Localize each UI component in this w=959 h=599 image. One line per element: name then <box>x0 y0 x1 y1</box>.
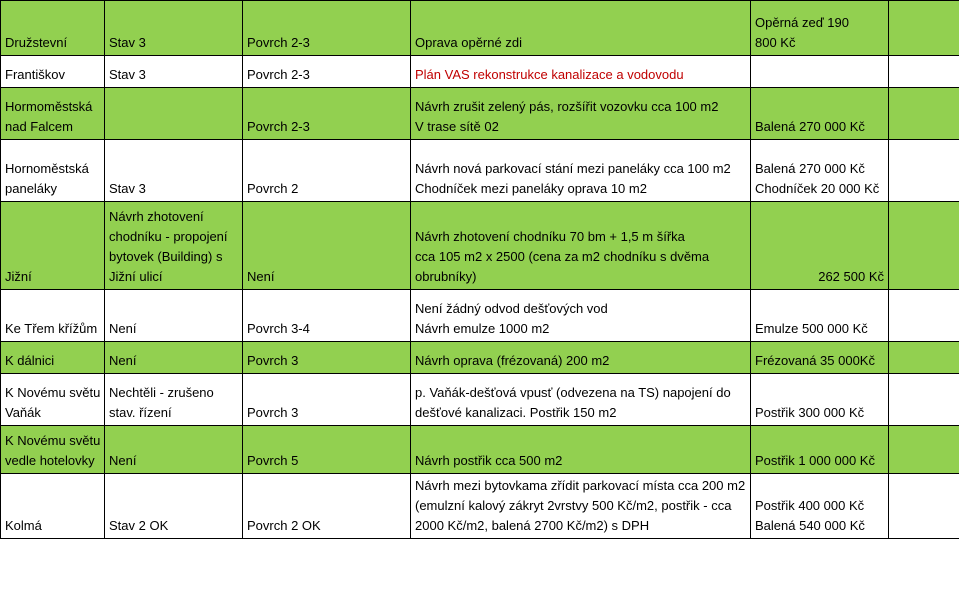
cost-cell[interactable] <box>751 474 889 539</box>
cell-text-line: Frézovaná 35 000Kč <box>755 353 875 368</box>
cell-text-line: Jižní ulicí <box>109 269 163 284</box>
street-cell[interactable] <box>1 342 105 374</box>
extra-cell[interactable] <box>889 202 959 290</box>
street-cell[interactable] <box>1 1 105 56</box>
street-cell[interactable] <box>1 474 105 539</box>
table-row <box>1 474 959 539</box>
proposal-cell[interactable] <box>411 88 751 140</box>
cell-text-line: Postřik 300 000 Kč <box>755 405 865 420</box>
surface-cell[interactable] <box>243 342 411 374</box>
cost-cell[interactable] <box>751 88 889 140</box>
status-cell[interactable] <box>105 290 243 342</box>
surface-cell[interactable] <box>243 426 411 474</box>
status-cell[interactable] <box>105 342 243 374</box>
street-cell[interactable] <box>1 88 105 140</box>
cell-text-line: Balená 540 000 Kč <box>755 518 865 533</box>
cell-text-line: chodníku - propojení <box>109 229 228 244</box>
cell-text-line: Návrh zrušit zelený pás, rozšířit vozovku cca 100 m2 <box>415 99 719 114</box>
cell-text-line: Stav 2 OK <box>109 518 169 533</box>
cell-text-line: Povrch 2 <box>247 181 299 196</box>
cell-text-line: Návrh postřik cca 500 m2 <box>415 453 563 468</box>
cell-text-line: Povrch 2-3 <box>247 67 310 82</box>
table-row <box>1 202 959 290</box>
surface-cell[interactable] <box>243 374 411 426</box>
cell-text-line: paneláky <box>5 181 58 196</box>
cell-text-line: Není žádný odvod dešťových vod <box>415 301 608 316</box>
cell-text-line: Návrh nová parkovací stání mezi paneláky cca 100 m2 <box>415 161 731 176</box>
cost-cell[interactable] <box>751 202 889 290</box>
cell-text-line: K Novému světu <box>5 433 101 448</box>
cell-text-line: Oprava opěrné zdi <box>415 35 522 50</box>
cost-cell[interactable] <box>751 342 889 374</box>
status-cell[interactable] <box>105 88 243 140</box>
spreadsheet-body <box>1 1 959 539</box>
cell-text-line: Chodníček 20 000 Kč <box>755 181 880 196</box>
surface-cell[interactable] <box>243 140 411 202</box>
extra-cell[interactable] <box>889 140 959 202</box>
cell-text-line: Návrh oprava (frézovaná) 200 m2 <box>415 353 610 368</box>
cell-text-line: Stav 3 <box>109 67 146 82</box>
cost-cell[interactable] <box>751 426 889 474</box>
extra-cell[interactable] <box>889 88 959 140</box>
cell-text-line: Balená 270 000 Kč <box>755 161 865 176</box>
surface-cell[interactable] <box>243 202 411 290</box>
cell-text-line: Povrch 5 <box>247 453 299 468</box>
cell-text-line: Návrh emulze 1000 m2 <box>415 321 550 336</box>
table-row <box>1 88 959 140</box>
proposal-cell[interactable] <box>411 202 751 290</box>
proposal-cell[interactable] <box>411 1 751 56</box>
cell-text-line: Opěrná zeď 190 <box>755 15 849 30</box>
cell-text-line: Chodníček mezi paneláky oprava 10 m2 <box>415 181 647 196</box>
proposal-cell[interactable] <box>411 474 751 539</box>
status-cell[interactable] <box>105 56 243 88</box>
table-row <box>1 140 959 202</box>
extra-cell[interactable] <box>889 56 959 88</box>
cell-text-line: Povrch 3 <box>247 353 299 368</box>
status-cell[interactable] <box>105 1 243 56</box>
cell-text-line: cca 105 m2 x 2500 (cena za m2 chodníku s dvěma <box>415 249 710 264</box>
cost-cell[interactable] <box>751 56 889 88</box>
cell-text-line: Vaňák <box>5 405 41 420</box>
cell-text-line: Stav 3 <box>109 35 146 50</box>
extra-cell[interactable] <box>889 474 959 539</box>
table-row <box>1 1 959 56</box>
cell-text-line: Není <box>109 353 137 368</box>
cell-text-line: Nechtěli - zrušeno <box>109 385 214 400</box>
cell-text-line: obrubníky) <box>415 269 477 284</box>
cell-text-line: p. Vaňák-dešťová vpusť (odvezena na TS) napojení do <box>415 385 731 400</box>
status-cell[interactable] <box>105 426 243 474</box>
status-cell[interactable] <box>105 140 243 202</box>
cell-text-line: dešťové kanalizaci. Postřik 150 m2 <box>415 405 617 420</box>
cell-text-line: Návrh mezi bytovkama zřídit parkovací místa cca 200 m2 <box>415 478 746 493</box>
proposal-cell[interactable] <box>411 374 751 426</box>
cell-text-line: stav. řízení <box>109 405 172 420</box>
cell-text-line: Hornoměstská <box>5 161 89 176</box>
extra-cell[interactable] <box>889 374 959 426</box>
cell-text-line: Kolmá <box>5 518 42 533</box>
status-cell[interactable] <box>105 474 243 539</box>
cost-cell[interactable] <box>751 374 889 426</box>
cost-cell[interactable] <box>751 290 889 342</box>
cell-text-line: Emulze 500 000 Kč <box>755 321 868 336</box>
cell-text-line: Není <box>109 321 137 336</box>
cell-text-line: Stav 3 <box>109 181 146 196</box>
extra-cell[interactable] <box>889 342 959 374</box>
cell-text-line: Hormoměstská <box>5 99 93 114</box>
table-row <box>1 56 959 88</box>
cell-text-line: bytovek (Building) s <box>109 249 223 264</box>
surface-cell[interactable] <box>243 56 411 88</box>
cell-text-line: Družstevní <box>5 35 68 50</box>
cell-text-line: 800 Kč <box>755 35 796 50</box>
cell-text-line: Jižní <box>5 269 32 284</box>
table-row <box>1 342 959 374</box>
cell-text-line: Povrch 2 OK <box>247 518 321 533</box>
cell-text-line: nad Falcem <box>5 119 73 134</box>
cell-text-line: V trase sítě 02 <box>415 119 499 134</box>
proposal-cell[interactable] <box>411 342 751 374</box>
cell-text-line: Plán VAS rekonstrukce kanalizace a vodovodu <box>415 67 684 82</box>
cell-text-line: Návrh zhotovení chodníku 70 bm + 1,5 m šířka <box>415 229 685 244</box>
cell-text-line: K dálnici <box>5 353 55 368</box>
table-row <box>1 290 959 342</box>
proposal-cell[interactable] <box>411 140 751 202</box>
table-row <box>1 426 959 474</box>
surface-cell[interactable] <box>243 290 411 342</box>
street-cell[interactable] <box>1 56 105 88</box>
cell-text-line: Není <box>247 269 275 284</box>
extra-cell[interactable] <box>889 1 959 56</box>
cell-text-line: Postřik 400 000 Kč <box>755 498 865 513</box>
table-row <box>1 374 959 426</box>
cell-text-line: Povrch 2-3 <box>247 119 310 134</box>
cell-text-line: 262 500 Kč <box>818 269 884 284</box>
cell-text-line: Povrch 2-3 <box>247 35 310 50</box>
street-cell[interactable] <box>1 426 105 474</box>
street-cell[interactable] <box>1 374 105 426</box>
cell-text-line: Povrch 3 <box>247 405 299 420</box>
cell-text-line: Není <box>109 453 137 468</box>
surface-cell[interactable] <box>243 1 411 56</box>
proposal-cell[interactable] <box>411 290 751 342</box>
proposal-cell[interactable] <box>411 56 751 88</box>
cell-text-line: 2000 Kč/m2, balená 2700 Kč/m2) s DPH <box>415 518 650 533</box>
street-cell[interactable] <box>1 140 105 202</box>
surface-cell[interactable] <box>243 88 411 140</box>
status-cell[interactable] <box>105 202 243 290</box>
street-cell[interactable] <box>1 290 105 342</box>
cell-text-line: vedle hotelovky <box>5 453 95 468</box>
extra-cell[interactable] <box>889 426 959 474</box>
cost-cell[interactable] <box>751 1 889 56</box>
cell-text-line: Povrch 3-4 <box>247 321 310 336</box>
street-cell[interactable] <box>1 202 105 290</box>
cost-cell[interactable] <box>751 140 889 202</box>
cell-text-line: Postřik 1 000 000 Kč <box>755 453 875 468</box>
cell-text-line: Františkov <box>5 67 65 82</box>
proposal-cell[interactable] <box>411 426 751 474</box>
extra-cell[interactable] <box>889 290 959 342</box>
cell-text-line: Balená 270 000 Kč <box>755 119 865 134</box>
cell-text-line: K Novému světu <box>5 385 101 400</box>
surface-cell[interactable] <box>243 474 411 539</box>
status-cell[interactable] <box>105 374 243 426</box>
cell-text-line: Ke Třem křížům <box>5 321 98 336</box>
cell-text-line: (emulzní kalový zákryt 2vrstvy 500 Kč/m2, postřik - cca <box>415 498 732 513</box>
cell-text-line: Návrh zhotovení <box>109 209 204 224</box>
